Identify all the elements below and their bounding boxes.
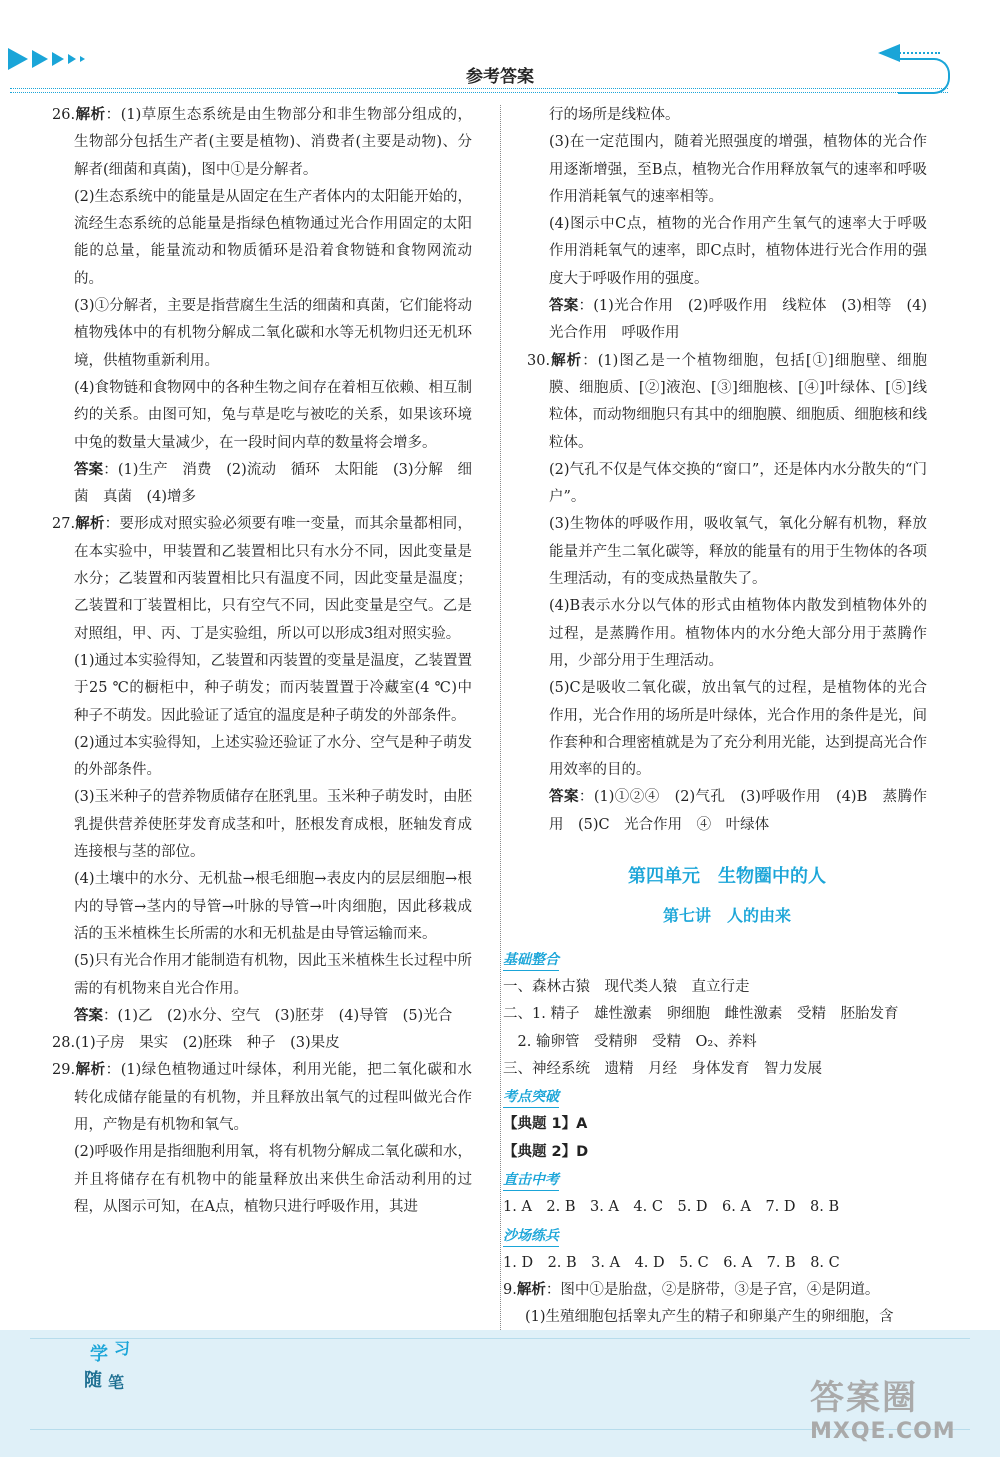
paragraph-text: ：(1)①②④ (2)气孔 (3)呼吸作用 (4)B 蒸腾作用 (5)C 光合作用 ④ 叶绿体	[549, 789, 928, 833]
label-bold: 解析	[75, 1062, 106, 1079]
right-paragraph	[527, 457, 927, 512]
label-bold: 答案	[74, 461, 104, 478]
column-divider	[500, 105, 501, 1330]
paragraph-text: ：(1)图乙是一个植物细胞，包括[①]细胞壁、细胞膜、细胞质、[②]液泡、[③]细胞核、[④]叶绿体、[⑤]线粒体，而动物细胞只有其中的细胞膜、细胞质、细胞核和线粒体。	[549, 352, 928, 451]
right-paragraph	[527, 593, 927, 675]
right-answers	[527, 102, 927, 839]
paragraph-text: (2)生态系统中的能量是从固定在生产者体内的太阳能开始的，流经生态系统的总能量是指绿色植物通过光合作用固定的太阳能的总量，能量流动和物质循环是沿着食物链和食物网流动的。	[74, 188, 472, 287]
left-paragraph	[52, 648, 472, 730]
basic-list	[503, 974, 927, 1083]
right-paragraph	[527, 293, 927, 348]
left-paragraph	[52, 293, 472, 375]
watermark: 答案圈 MXQE.COM	[810, 1378, 956, 1444]
label-bold: 答案	[549, 298, 579, 315]
unit-title: 第四单元 生物圈中的人	[628, 866, 826, 888]
left-paragraph	[52, 730, 472, 785]
study-notes-logo: 学 习 随 笔	[84, 1339, 131, 1392]
left-paragraph	[52, 948, 472, 1003]
section-basic-heading: 基础整合	[503, 950, 559, 971]
paragraph-text: ：要形成对照实验必须要有唯一变量，而其余量都相同，在本实验中，甲装置和乙装置相比只有水分不同，因此变量是水分；乙装置和丙装置相比只有温度不同，因此变量是温度；乙装置和丁装置相比，只有空气不同，因此变量是空气。乙是对照组，甲、丙、丁是实验组，所以可以形成3组对照实验。	[74, 516, 473, 642]
question-number: 29.	[52, 1062, 76, 1079]
basic-item: 2. 输卵管 受精卵 受精 O₂、养料	[503, 1033, 757, 1050]
right-paragraph	[527, 348, 927, 457]
right-paragraph	[527, 511, 927, 593]
paragraph-text: (5)只有光合作用才能制造有机物，因此玉米植株生长过程中所需的有机物来自光合作用。	[74, 953, 472, 997]
paragraph-text: (4)图示中C点，植物的光合作用产生氧气的速率大于呼吸作用消耗氧气的速率，即C点时，植物体进行光合作用的强度大于呼吸作用的强度。	[549, 216, 927, 287]
paragraph-text: ：(1)生产 消费 (2)流动 循环 太阳能 (3)分解 细菌 真菌 (4)增多	[74, 461, 472, 506]
left-paragraph	[52, 511, 472, 647]
keypoints-list	[503, 1111, 927, 1166]
practice-answers: 1. D 2. B 3. A 4. D 5. C 6. A 7. B 8. C	[503, 1254, 840, 1271]
label-bold: 解析	[550, 352, 583, 369]
right-paragraph	[527, 129, 927, 211]
section-exam-heading: 直击中考	[503, 1170, 559, 1191]
right-column	[503, 102, 928, 1332]
paragraph-text: ：(1)绿色植物通过叶绿体，利用光能，把二氧化碳和水转化成储存能量的有机物，并且释放出氧气的过程叫做光合作用，产物是有机物和氧气。	[74, 1062, 472, 1133]
q9-analysis: 9.解析：图中①是胎盘，②是脐带，③是子宫，④是阴道。	[503, 1282, 880, 1299]
section-practice-heading: 沙场练兵	[503, 1226, 559, 1247]
paragraph-text: ：(1)乙 (2)水分、空气 (3)胚芽 (4)导管 (5)光合	[103, 1007, 453, 1024]
paragraph-text: (1)子房 果实 (2)胚珠 种子 (3)果皮	[75, 1035, 340, 1052]
page-title: 参考答案	[466, 67, 534, 87]
left-paragraph	[52, 184, 472, 293]
label-bold: 答案	[74, 1007, 103, 1024]
paragraph-text: (2)通过本实验得知，上述实验还验证了水分、空气是种子萌发的外部条件。	[74, 734, 472, 779]
exam-answers: 1. A 2. B 3. A 4. C 5. D 6. A 7. D 8. B	[503, 1199, 840, 1216]
paragraph-text: (3)玉米种子的营养物质储存在胚乳里。玉米种子萌发时，由胚乳提供营养使胚芽发育成茎和叶，胚根发育成根，胚轴发育成连接根与茎的部位。	[74, 789, 472, 861]
paragraph-text: (2)呼吸作用是指细胞利用氧，将有机物分解成二氧化碳和水，并且将储存在有机物中的能量释放出来供生命活动利用的过程，从图示可知，在A点，植物只进行呼吸作用，其进	[74, 1144, 472, 1215]
basic-item: 三、神经系统 遗精 月经 身体发育 智力发展	[503, 1060, 822, 1077]
paragraph-text: (4)B表示水分以气体的形式由植物体内散发到植物体外的过程，是蒸腾作用。植物体内的水分绝大部分用于蒸腾作用，少部分用于生理活动。	[549, 598, 927, 669]
paragraph-text: (3)生物体的呼吸作用，吸收氧气，氧化分解有机物，释放能量并产生二氧化碳等，释放的能量有的用于生物体的各项生理活动，有的变成热量散失了。	[549, 516, 927, 588]
q9-part1: (1)生殖细胞包括睾丸产生的精子和卵巢产生的卵细胞，含	[525, 1309, 894, 1326]
paragraph-text: (3)①分解者，主要是指营腐生生活的细菌和真菌，它们能将动植物残体中的有机物分解成二氧化碳和水等无机物归还无机环境，供植物重新利用。	[74, 298, 472, 369]
paragraph-text: (1)通过本实验得知，乙装置和丙装置的变量是温度，乙装置置于25 ℃的橱柜中，种子萌发；而丙装置置于冷藏室(4 ℃)中种子不萌发。因此验证了适宜的温度是种子萌发的外部条件。	[74, 652, 472, 724]
keypoint-item: 【典题 2】D	[503, 1143, 589, 1160]
right-paragraph	[527, 675, 927, 784]
left-paragraph	[52, 375, 472, 457]
right-paragraph	[527, 784, 927, 839]
paragraph-text: (4)食物链和食物网中的各种生物之间存在着相互依赖、相互制约的关系。由图可知，兔与草是吃与被吃的关系，如果该环境中兔的数量大量减少，在一段时间内草的数量将会增多。	[74, 379, 472, 451]
question-number: 28.	[52, 1035, 76, 1052]
right-paragraph	[527, 102, 927, 129]
left-paragraph	[52, 784, 472, 866]
paragraph-text: ：(1)草原生态系统是由生物部分和非生物部分组成的，生物部分包括生产者(主要是植物)、消费者(主要是动物)、分解者(细菌和真菌)，图中①是分解者。	[74, 107, 472, 178]
left-column	[52, 102, 472, 1221]
left-paragraph	[52, 1057, 472, 1139]
keypoint-item: 【典题 1】A	[503, 1116, 588, 1133]
section-keypoints-heading: 考点突破	[503, 1087, 559, 1108]
paragraph-text: (3)在一定范围内，随着光照强度的增强，植物体的光合作用逐渐增强，至B点，植物光合作用释放氧气的速率和呼吸作用消耗氧气的速率相等。	[549, 134, 927, 205]
left-paragraph	[52, 866, 472, 948]
basic-item: 二、1. 精子 雄性激素 卵细胞 雌性激素 受精 胚胎发育	[503, 1006, 899, 1023]
label-bold: 解析	[75, 107, 106, 123]
question-number: 27.	[52, 516, 76, 533]
header-divider	[10, 88, 948, 89]
lesson-title: 第七讲 人的由来	[662, 906, 791, 926]
left-paragraph	[52, 457, 472, 512]
paragraph-text: (4)土壤中的水分、无机盐→根毛细胞→表皮内的层层细胞→根内的导管→茎内的导管→叶脉的导管→叶肉细胞，因此移栽成活的玉米植株生长所需的水和无机盐是由导管运输而来。	[74, 871, 472, 942]
paragraph-text: 行的场所是线粒体。	[549, 107, 680, 123]
right-paragraph	[527, 211, 927, 293]
paragraph-text: (2)气孔不仅是气体交换的“窗口”，还是体内水分散失的“门户”。	[549, 461, 927, 506]
left-paragraph	[52, 1003, 472, 1030]
label-bold: 解析	[75, 516, 105, 533]
paragraph-text: ：(1)光合作用 (2)呼吸作用 线粒体 (3)相等 (4)光合作用 呼吸作用	[549, 298, 928, 342]
paragraph-text: (5)C是吸收二氧化碳，放出氧气的过程，是植物体的光合作用，光合作用的场所是叶绿体，光合作用的条件是光，间作套种和合理密植就是为了充分利用光能，达到提高光合作用效率的目的。	[549, 680, 927, 779]
question-number: 30.	[527, 352, 551, 369]
page-header	[0, 0, 1000, 100]
basic-item: 一、森林古猿 现代类人猿 直立行走	[503, 978, 750, 995]
left-paragraph	[52, 102, 472, 184]
label-bold: 答案	[549, 789, 579, 806]
left-paragraph	[52, 1139, 472, 1221]
question-number: 26.	[52, 107, 76, 123]
left-paragraph	[52, 1030, 472, 1057]
